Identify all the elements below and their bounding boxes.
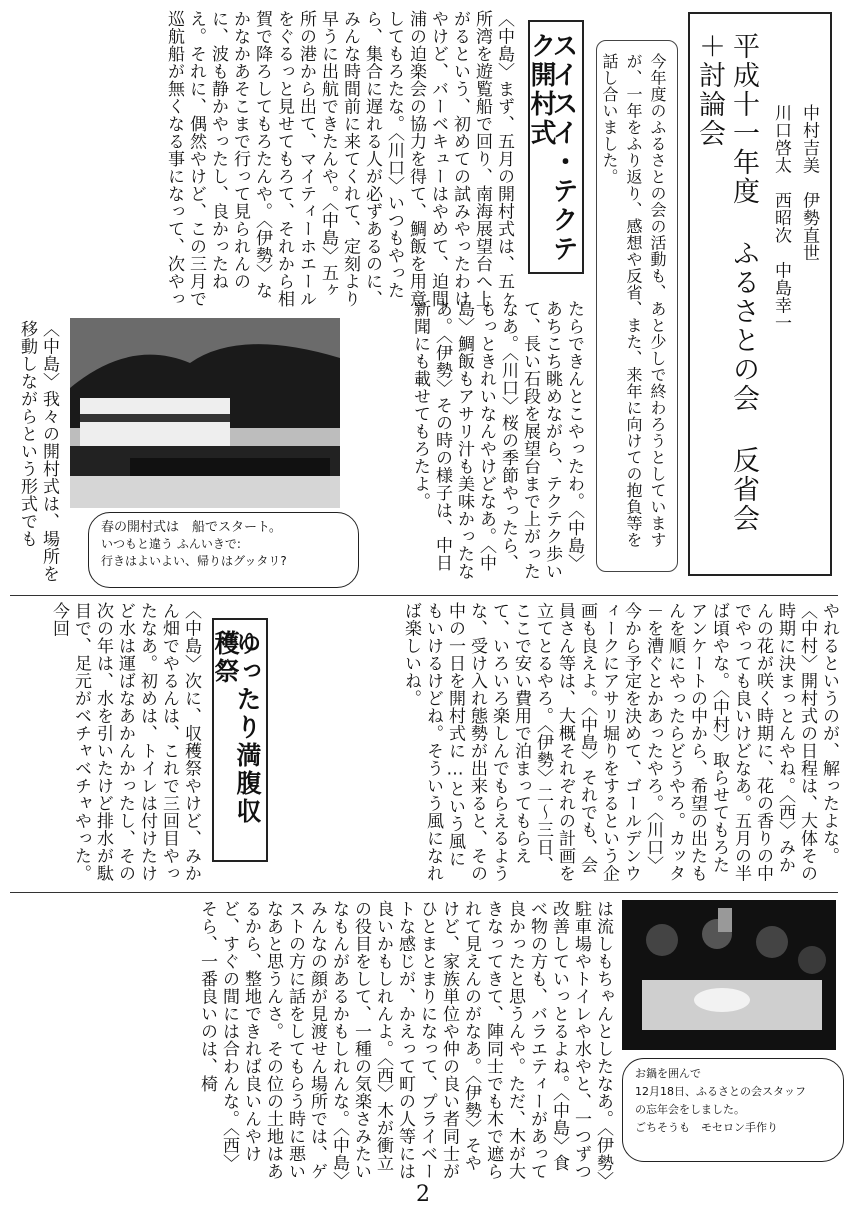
page-title: 平成十一年度 ふるさとの会 反省会 ＋討論会: [694, 32, 759, 533]
body-text-mid-2: やれるというのが、解ったよな。〈中村〉開村式の日程は、大体その時期に決まっとんやね。〈西〉みかんの花が咲く時期に、花の香りの中でやっても良いけどなあ。五月の半ば頃やな。〈中村〉取らせてもろたアンケートの中から、希望の出たもんを順にやったらどうやろ。カッタ－を漕ぐとかあったやろ。〈川口〉今から予定を決めて、ゴールデンウィークにアサリ堀りをするという企画も良えよ。〈中島〉それでも、会員さん等は、大概それぞれの計画を立てとるやろ。〈伊勢〉二～三日、ここで安い費用で泊まってもらえて、いろいろ楽しんでもらえるような、受け入れ態勢が出来ると、その中の一日を開村式に…という風にもいけるけどね。そういう風になれば楽しいね。: [401, 602, 839, 882]
photo1-caption-line-3: 行きはよいよい、帰りはグッタリ?: [101, 554, 287, 568]
party-photo-graphic: [622, 900, 836, 1050]
boat-photo-graphic: [70, 318, 340, 508]
photo-boat-opening: [70, 318, 340, 508]
members-line-2: 中村吉美 伊勢直世: [799, 104, 819, 262]
section-heading-harvest: [212, 618, 268, 862]
photo1-caption-line-1: 春の開村式は 船でスタート。: [101, 520, 282, 535]
photo1-caption-line-2: いつもと違う ふんいきで:: [101, 537, 241, 551]
photo2-caption-line-3: の忘年会をしました。: [635, 1103, 745, 1116]
section-heading-opening-text: スイスイ・テクテク開村式: [526, 32, 578, 264]
members-line-1: 川口啓太 西昭次 中島幸一: [771, 104, 791, 332]
intro-box: [596, 40, 678, 572]
photo2-caption-line-2: 12月18日、ふるさとの会スタッフ: [635, 1085, 806, 1098]
section-heading-harvest-text: ゆったり満腹収穫祭: [211, 630, 262, 826]
page-number: 2: [416, 1182, 430, 1207]
divider-bottom: [10, 892, 838, 893]
photo2-caption-line-1: お鍋を囲んで: [635, 1067, 701, 1080]
divider-top: [10, 595, 838, 596]
photo2-caption-line-4: ごちそうも モセロン手作り: [635, 1121, 778, 1134]
intro-text: 今年度のふるさとの会の活動も、あと少しで終わろうとしていますが、一年をふり返り、感想や反省、また、来年に向けての抱負等を話し合いました。: [600, 53, 667, 548]
body-text-mid-3: 〈中島〉次に、収穫祭やけど、みかん畑でやるんは、これで三回目やったなあ。初めは、トイレは付けたけど水は運ばなあかんかったし、その次の年は、水を引いたけど排水が駄目で、足元がベチャベチャやった。今回: [49, 602, 201, 882]
body-text-bottom: は流しもちゃんとしたなあ。〈伊勢〉駐車場やトイレや水やと、一つずつ改善していっとるよね。〈中島〉食べ物の方も、バラエティーがあって良かったと思うんや。ただ、木が大きなってきて、陣同士でも木で遮られて見えんのがなあ。〈伊勢〉そやけど、家族単位や仲の良い者同士がひとまとまりになって、プライベートな感じが、かえって町の人等には良いかもしれんよ。〈西〉木が衝立の役目をして、一種の気楽さみたいなもんがあるかもしれんな。〈中島〉みんなの顔が見渡せん場所では、ゲストの方に話をしてもらう時に悪いなあと思うんさ。その位の土地はあるから、整地できれば良いんやけど、すぐの間には合わんな。〈西〉そら、一番良いのは、椅: [197, 900, 613, 1181]
body-text-top-1: 〈中島〉まず、五月の開村式は、五ヶ所湾を遊覧船で回り、南海展望台へ上がるという、初めての試みやったわけやけど、バーベキューはやめて、迫間浦の迫楽会の協力を得て、鯛飯を用意してもろたな。〈川口〉いつもやったら、集合に遅れる人が必ずあるのに、みんな時間前に来てくれて、定刻より早うに出航できたんや。〈中島〉五ヶ所の港から出て、マイティーホエールをぐるっと見せてもろて、それから相賀で降ろしてもろたんや。〈伊勢〉なかなかあそこまで行って見られんのに、波も静かやったし、良かったねえ。それに、偶然やけど、この三月で巡航船が無くなる事になって、次やっ: [164, 10, 514, 308]
photo1-caption: [88, 512, 359, 588]
title-box: [688, 12, 832, 576]
photo2-caption: [622, 1058, 844, 1162]
photo-party: [622, 900, 836, 1050]
section-heading-opening: [528, 20, 584, 274]
body-text-mid-1: 〈中島〉我々の開村式は、場所を移動しながらという形式でも: [17, 320, 59, 583]
body-text-top-2: たらできんとこやったわ。〈中島〉あちこち眺めながら、テクテク歩いて、長い石段を展望台まで上がったなあ。〈川口〉桜の季節やったら、もっときれいなんやけどなあ。〈中島〉鯛飯もアサリ汁も美味かったなあ。〈伊勢〉その時の様子は、中日新聞にも載せてもろたよ。: [410, 300, 584, 580]
